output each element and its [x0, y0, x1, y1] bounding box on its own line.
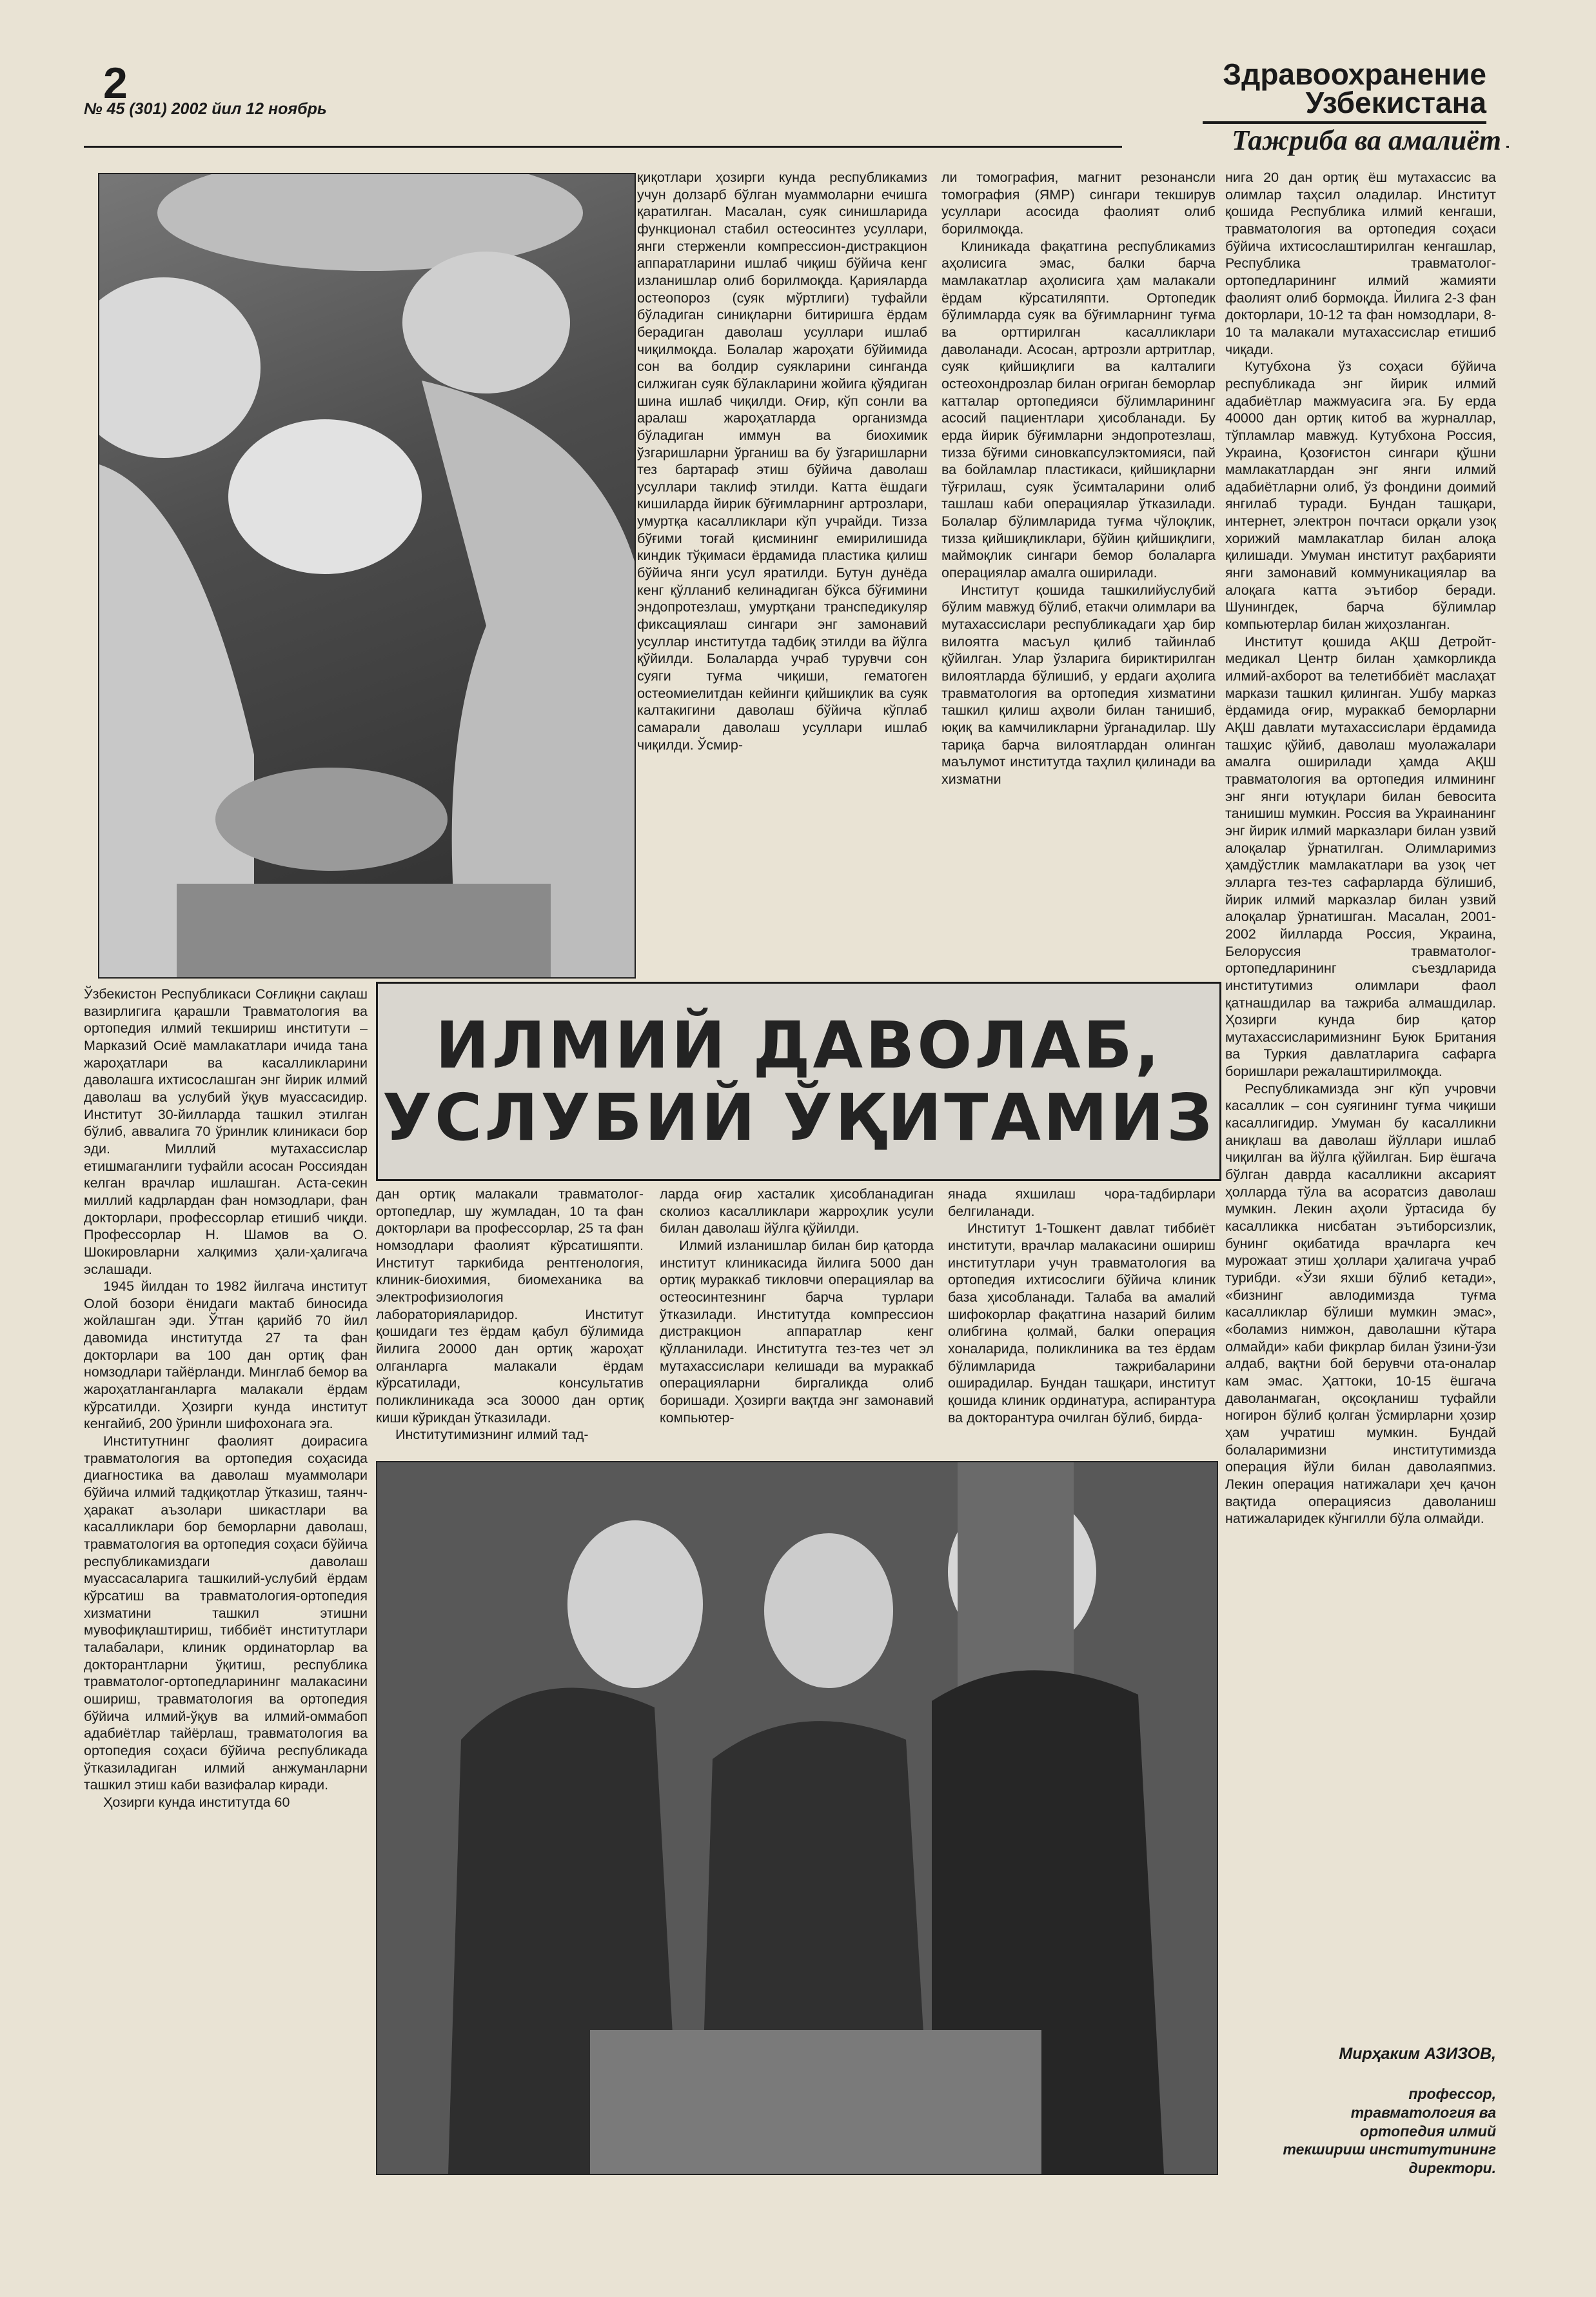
paragraph: Ҳозирги кунда институтда 60: [103, 1794, 290, 1810]
paragraph: дан ортиқ малакали травматолог-ортопедлар, шу жумладан, 10 та фан докторлари ва профессорлар, 25 та фан номзодлари фаолият кўрсатишяпти. Институт таркибида рентгенология, клиник-биохимия, биомеханика ва электрофизиология лабораторияларидор. Институт қошидаги тез ёрдам қабул бўлимида йилига 20000 дан ортиқ жароҳат олганларга малакали ёрдам кўрсатилади, консультатив поликлиникада эса 30000 дан ортиқ киши кўрикдан ўтказилади.: [376, 1186, 644, 1426]
headline-box: [376, 982, 1221, 1181]
article-column-4: [1225, 169, 1496, 2040]
paragraph: Ўзбекистон Республикаси Соғлиқни сақлаш вазирлигига қарашли Травматология ва ортопедия илмий текшириш институти – Марказий Осиё мамлакатлари ичида тана жароҳатлари ва касалликларини даволашга ихтисослашган энг йирик илмий даволаш ва услубий ўқув муассасидир. Институт 30-йилларда ташкил этилган бўлиб, аввалига 70 ўринлик клиникаси бор эди. Миллий мутахассислар етишмаганлиги туфайли асосан Россиядан келган врачлар ишлашган. Аста-секин миллий кадрлардан фан номзодлари, фан докторлари, профессорлар етишиб чиқди. Профессорлар Н. Шамов ва О. Шокировларни халқимиз ҳали-ҳалигача эслашади.: [84, 986, 368, 1277]
paragraph: ларда оғир хасталик ҳисобланадиган сколиоз касалликлари жарроҳлик усули билан даволаш йўлга қўйилди.: [660, 1186, 934, 1237]
article-column-2-top: [637, 169, 927, 975]
surgeons-team-photo: [376, 1461, 1218, 2175]
paragraph: нига 20 дан ортиқ ёш мутахассис ва олимлар таҳсил оладилар. Институт қошида Республика илмий кенгаши, травматология ва ортопедия соҳаси бўйича ихтисослаштирилган кенгашлар, Республика травматолог-ортопедларининг илмий жамияти фаолият олиб бормоқда. Йилига 2-3 фан докторлари, 10-12 та фан номзодлари, 8-10 та малакали мутахассислар етишиб чиқади.: [1225, 170, 1496, 357]
paragraph: қиқотлари ҳозирги кунда республикамиз учун долзарб бўлган муаммоларни ечишга қаратилган. Масалан, суяк синишларида функционал стабил остеосинтез усуллари, янги стерженли компрессион-дистракцион аппаратларини ишлаб чиқиш бўйича кенг изланишлар олиб борилмоқда. Қарияларда остеопороз (суяк мўртлиги) туфайли бўладиган синиқларни битиришга ёрдам берадиган даволаш усуллари ишлаб чиқилмоқда. Болалар жароҳати бўйимида сон ва болдир суякларини синганда силжиган суяк бўлакларини жойига қўядиган шина ишлаб чиқилди. Оғир, кўп сонли ва аралаш жароҳатларда организмда бўладиган иммун ва биохимик ўзгаришларни ўрганиш ва бу ўзгаришларни тез бартараф этиш бўйича даволаш усуллари таклиф этилди. Катта ёшдаги кишиларда йирик бўғимларнинг артрозлари, умуртқа касалликлари кўп учрайди. Тизза бўғими тоғай қисмининг емирилишида киндик тўқимаси ёрдамида пластика қилиш бўйича янги усул яратилди. Бутун дунёда кенг қўлланиб келинадиган бўкса бўғимини эндопротезлаш, умуртқани транспедикуляр фиксациялаш сингари энг замонавий усуллар институтда тадбиқ этилди ва йўлга қўйилди. Болаларда учраб турувчи сон суяги туғма чиқиши, гематоген остеомиелитдан кейинги қийшиқлик ва суяк калтакигини даволаш бўйича кўплаб самарали даволаш усуллари ишлаб чиқилди. Ўсмир-: [637, 170, 927, 753]
paragraph: Институт 1-Тошкент давлат тиббиёт институти, врачлар малакасини ошириш институтлари учун травматология ва ортопедия ихтисослиги бўйича клиник база ҳисобланади. Талаба ва амалий шифокорлар фақатгина назарий билим олибгина қолмай, балки операция хоналарида, поликлиника ва тез ёрдам бўлимларида тажрибаларини оширадилар. Бундан ташқари, институт қошида клиник ординатура, аспирантура ва докторантура очилган бўлиб, бирда-: [948, 1220, 1216, 1426]
issue-info: № 45 (301) 2002 йил 12 ноябрь: [84, 100, 327, 118]
article-column-3-bottom: [660, 1186, 934, 1457]
masthead-title-line2: Узбекистана: [1203, 85, 1486, 124]
masthead-title-line1: Здравоохранение: [1223, 57, 1486, 91]
author-name: Мирҳаким АЗИЗОВ,: [1339, 2045, 1496, 2063]
surgery-photo-top: [98, 173, 636, 979]
surgeons-team-photo-image: [377, 1462, 1217, 2174]
paragraph: янада яхшилаш чора-тадбирлари белгиланади.: [948, 1186, 1216, 1219]
page-number: 2: [103, 59, 128, 108]
headline-line-1: ИЛМИЙ ДАВОЛАБ,: [435, 1007, 1162, 1083]
paragraph: Институт қошида АҚШ Детройт-медикал Центр билан ҳамкорликда илмий-ахборот ва телетиббиёт маслаҳат маркази ташкил қилинган. Ушбу марказ ёрдамида оғир, мураккаб беморларни АҚШ давлати мутахассислари ёрдамида ташҳис қўйиб, даволаш муолажалари амалга оширилади ҳамда АҚШ травматология ва ортопедия илмининг энг янги ютуқлари билан бевосита танишиш мумкин. Россия ва Украинанинг энг йирик илмий марказлари билан узвий алоқалар ўрнатилган. Олимларимиз ҳамдўстлик мамлакатлари ва узоқ чет элларга тез-тез сафарларда бўлишиб, йирик илмий марказлар билан узвий алоқалар ўрнатишган. Масалан, 2001-2002 йилларда Россия, Украина, Белоруссия травматолог-ортопедларининг съездларида институтимиз олимлари фаол қатнашдилар ва тажриба алмашдилар. Ҳозирги кунда бир қатор мутахассисларимизнинг Буюк Британия ва Туркия давлатларига сафарга боришлари режалаштирилмоқда.: [1225, 633, 1496, 1080]
section-rubric: Тажриба ва амалиёт: [1122, 124, 1506, 157]
paragraph: ли томография, магнит резонансли томография (ЯМР) сингари текширув усуллари асосида фаолият олиб борилмоқда.: [941, 170, 1216, 237]
author-title: профессор, травматология ва ортопедия илмий текшириш институтининг директори.: [1283, 2085, 1496, 2176]
surgery-photo-top-image: [99, 174, 635, 977]
paragraph: Институт қошида ташкилийуслубий бўлим мавжуд бўлиб, етакчи олимлари ва мутахассислари республикадаги ҳар бир вилоятга масъул қилиб тайинлаб қўйилган. Улар ўзларига бириктирилган вилоятларда бўлишиб, у ердаги аҳолига травматология ва ортопедия хизматини ташкил қилиш аҳволи билан танишиб, юқиқ ва камчиликларни ўрганадилар. Шу тариқа барча вилоятлардан олинган маълумот институтда таҳлил қилинади ва хизматни: [941, 582, 1216, 787]
article-column-1: [84, 986, 368, 2169]
paragraph: Кутубхона ўз соҳаси бўйича республикада энг йирик илмий адабиётлар мажмуасига эга. Бу ерда 40000 дан ортиқ китоб ва журналлар, тўпламлар мавжуд. Кутубхона Россия, Украина, Қозоғистон сингари қўшни мамлакатлардан энг янги илмий адабиётларни олиб, ўз фондини доимий янгилаб туради. Бундан ташқари, интернет, электрон почтаси орқали узоқ хорижий мамлакатлар билан алоқа қилишади. Умуман институт раҳбарияти янги замонавий коммуникациялар ва алоқага катта эътибор беради. Шунингдек, барча бўлимлар компьютерлар билан жиҳозланган.: [1225, 359, 1496, 633]
paragraph: 1945 йилдан то 1982 йилгача институт Олой бозори ёнидаги мактаб биносида жойлашган эди. Ўтган қарийб 70 йил давомида институтда 27 та фан докторлари ва 100 дан ортиқ фан номзодлари тайёрланди. Минглаб бемор ва жароҳатланганларга малакали ёрдам кўрсатилди. Ҳозирги кунда институт кенгайиб, 200 ўринли шифохонага эга.: [84, 1278, 368, 1432]
paragraph: Институтнинг фаолият доирасига травматология ва ортопедия соҳасида диагностика ва даволаш муаммолари бўйича илмий тадқиқотлар ўтказиш, таянч-ҳаракат аъзолари шикастлари ва касалликлари бор беморларни даволаш, травматология ва ортопедия соҳаси бўйича республикамиздаги даволаш муассасаларига ташкилий-услубий ёрдам кўрсатиш ва травматология-ортопедия хизматини ташкил этишни мувофиқлаштириш, тиббиёт институтлари талабалари, клиник ординаторлар ва докторантларни ўқитиш, республика травматолог-ортопедларининг малакасини ошириш, травматология ва ортопедия бўйича илмий-ўқув ва илмий-оммабоп адабиётлар тайёрлаш, травматология ва ортопедия соҳаси бўйича республикада ўтказиладиган илмий анжуманларни ташкил этиш каби вазифалар киради.: [84, 1433, 368, 1793]
paragraph: Клиникада фақатгина республикамиз аҳолисига эмас, балки барча мамлакатлар аҳолисига ҳам малакали ёрдам кўрсатиляпти. Ортопедик бўлимларда суяк ва бўғимларнинг туғма ва орттирилган касалликлари даволанади. Асосан, артрозли артритлар, суяк қийшиқлиги ва калталиги остеохондрозлар билан оғриган беморлар катталар ортопедияси бўлимларининг асосий пациентлари ҳисобланади. Бу ерда йирик бўғимларни эндопротезлаш, тизза бўғими синовкапсулэктомияси, пай ва бойламлар пластикаси, қийшиқларни тўғрилаш, суяк ўсимталарини олиб ташлаш каби операциялар ўтказилади. Болалар бўлимларида туғма чўлоқлик, тизза қийшиқликлари, бўйин қийшиқлиги, маймоқлик сингари бемор болаларга операциялар амалга оширилади.: [941, 238, 1216, 581]
article-column-3-top: [941, 169, 1216, 975]
headline-line-2: УСЛУБИЙ ЎҚИТАМИЗ: [382, 1079, 1216, 1155]
paragraph: Республикамизда энг кўп учровчи касаллик – сон суягининг туғма чиқиши касаллигидир. Умуман бу касалликни аниқлаш ва даволаш йўллари ишлаб чиқилган ва йўлга қўйилган. Бир ёшгача бўлган даврда касалликни аксарият ҳолларда тўла ва асоратсиз даволаш мумкин. Лекин аҳоли ўртасида бу касалликка нисбатан эътиборсизлик, бунинг оқибатида врачларга кеч мурожаат этиш ҳоллари ҳалигача учраб турибди. «Ўзи яхши бўлиб кетади», «бизнинг авлодимизда туғма касалликлар бўлиши мумкин эмас», «боламиз нимжон, даволашни кўтара олмайди» каби фикрлар билан ўзини-ўзи алдаб, вақтни бой берувчи ота-оналар кам эмас. Ҳаттоки, 10-15 ёшгача даволанмаган, оқсоқланиш туфайли ногирон бўлиб қолган ўсмирларни ҳозир ҳам учратиш мумкин. Бундай болаларимизни институтимизда операция йўли билан даволаяпмиз. Лекин операция натижалари ҳеч қачон вақтида операциясиз даволаниш натижаларидек кўнгилли бўла олмайди.: [1225, 1080, 1496, 1527]
paragraph: Илмий изланишлар билан бир қаторда институт клиникасида йилига 5000 дан ортиқ мураккаб тикловчи операциялар ва остеосинтезнинг барча турлари ўтказилади. Институтда компрессион дистракцион аппаратлар кенг қўлланилади. Институтга тез-тез чет эл мутахассислари келишади ва мураккаб операцияларни биргаликда олиб боришади. Ҳозирги вақтда энг замонавий компьютер-: [660, 1237, 934, 1426]
paragraph: Институтимизнинг илмий тад-: [395, 1427, 589, 1443]
article-column-4-bottom: [948, 1186, 1216, 1457]
article-column-2-bottom: [376, 1186, 644, 1457]
